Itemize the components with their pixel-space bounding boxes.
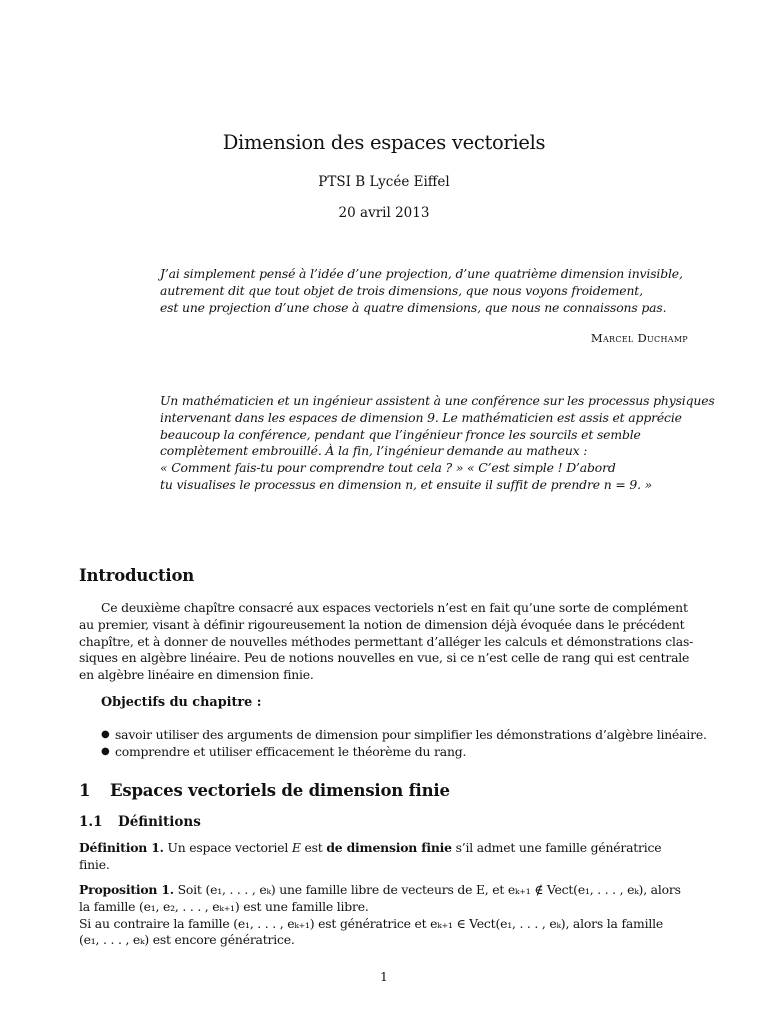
epigraph-line: Un mathématicien et un ingénieur assistent à une conférence sur les processus physiques — [160, 393, 715, 408]
list-item — [101, 743, 707, 760]
document-title: Dimension des espaces vectoriels — [222, 131, 546, 154]
proposition-label: Proposition 1. — [79, 882, 174, 897]
paragraph-line: siques en algèbre linéaire. Peu de notions nouvelles en vue, si ce n’est celle de rang qui est centrale — [79, 650, 690, 666]
epigraph-line: « Comment fais-tu pour comprendre tout cela ? » « C’est simple ! D’abord — [160, 460, 616, 476]
epigraph-line: tu visualises le processus en dimension n, et ensuite il suffit de prendre n = 9. » — [160, 476, 653, 492]
bullet-icon: ● — [101, 746, 110, 757]
list-item-text: comprendre et utiliser efficacement le théorème du rang. — [115, 744, 467, 759]
list-item — [101, 726, 707, 743]
paragraph-line: Ce deuxième chapître consacré aux espaces vectoriels n’est en fait qu’une sorte de complément — [101, 600, 688, 615]
objectifs-list — [101, 726, 707, 760]
epigraph-line: J’ai simplement pensé à l’idée d’une projection, d’une quatrième dimension invisible, — [160, 266, 683, 281]
definition-label: Définition 1. — [79, 840, 164, 855]
subsection-number: 1.1 — [79, 814, 103, 830]
epigraph-duchamp — [160, 266, 688, 316]
epigraph-author: Marcel Duchamp — [590, 331, 688, 345]
definition-text: est — [300, 840, 327, 855]
paragraph-line: chapître, et à donner de nouvelles méthodes permettant d’alléger les calculs et démonstrations clas- — [79, 633, 694, 649]
introduction-paragraph — [79, 600, 694, 684]
subsection-heading — [79, 814, 201, 830]
definition-block — [79, 840, 688, 874]
epigraph-line: est une projection d’une chose à quatre dimensions, que nous ne connaissons pas. — [160, 299, 667, 315]
paragraph-line: au premier, visant à définir rigoureusement la notion de dimension déjà évoquée dans le précédent — [79, 616, 685, 632]
section-number: 1 — [79, 781, 91, 800]
epigraph-line: complètement embrouillé. À la fin, l’ingénieur demande au matheux : — [160, 443, 588, 459]
definition-text: s’il admet une famille génératrice — [451, 840, 662, 855]
list-item-text: savoir utiliser des arguments de dimension pour simplifier les démonstrations d’algèbre linéaire. — [115, 727, 707, 742]
proposition-line: la famille (e₁, e₂, . . . , eₖ₊₁) est une famille libre. — [79, 898, 369, 914]
document-author: PTSI B Lycée Eiffel — [318, 174, 450, 190]
document-date: 20 avril 2013 — [338, 205, 430, 221]
objectifs-title: Objectifs du chapitre : — [101, 695, 262, 710]
introduction-heading: Introduction — [79, 566, 195, 585]
subsection-title: Définitions — [118, 814, 201, 830]
page-number: 1 — [380, 969, 388, 984]
section-heading — [79, 781, 450, 800]
proposition-line — [79, 882, 688, 899]
proposition-line: Si au contraire la famille (e₁, . . . , eₖ₊₁) est génératrice et eₖ₊₁ ∈ Vect(e₁, . . . , eₖ), alors la famille — [79, 915, 663, 931]
epigraph-line: intervenant dans les espaces de dimension 9. Le mathématicien est assis et apprécie — [160, 409, 682, 425]
proposition-text: Soit (e₁, . . . , eₖ) une famille libre de vecteurs de E, et eₖ₊₁ ∉ Vect(e₁, . . . , eₖ), alors — [173, 882, 681, 897]
bullet-icon: ● — [101, 729, 110, 740]
epigraph-joke — [160, 393, 715, 494]
epigraph-line: beaucoup la conférence, pendant que l’ingénieur fronce les sourcils et semble — [160, 426, 641, 442]
definition-line — [79, 840, 688, 857]
epigraph-line: autrement dit que tout objet de trois dimensions, que nous voyons froidement, — [160, 282, 643, 298]
proposition-block — [79, 882, 688, 949]
proposition-line: (e₁, . . . , eₖ) est encore génératrice. — [79, 932, 295, 948]
definition-text: Un espace vectoriel — [163, 840, 292, 855]
definition-term: de dimension finie — [326, 840, 452, 855]
definition-variable: E — [291, 840, 301, 855]
paragraph-line: en algèbre linéaire en dimension finie. — [79, 667, 314, 683]
section-title: Espaces vectoriels de dimension finie — [110, 781, 450, 800]
definition-line: finie. — [79, 856, 110, 872]
